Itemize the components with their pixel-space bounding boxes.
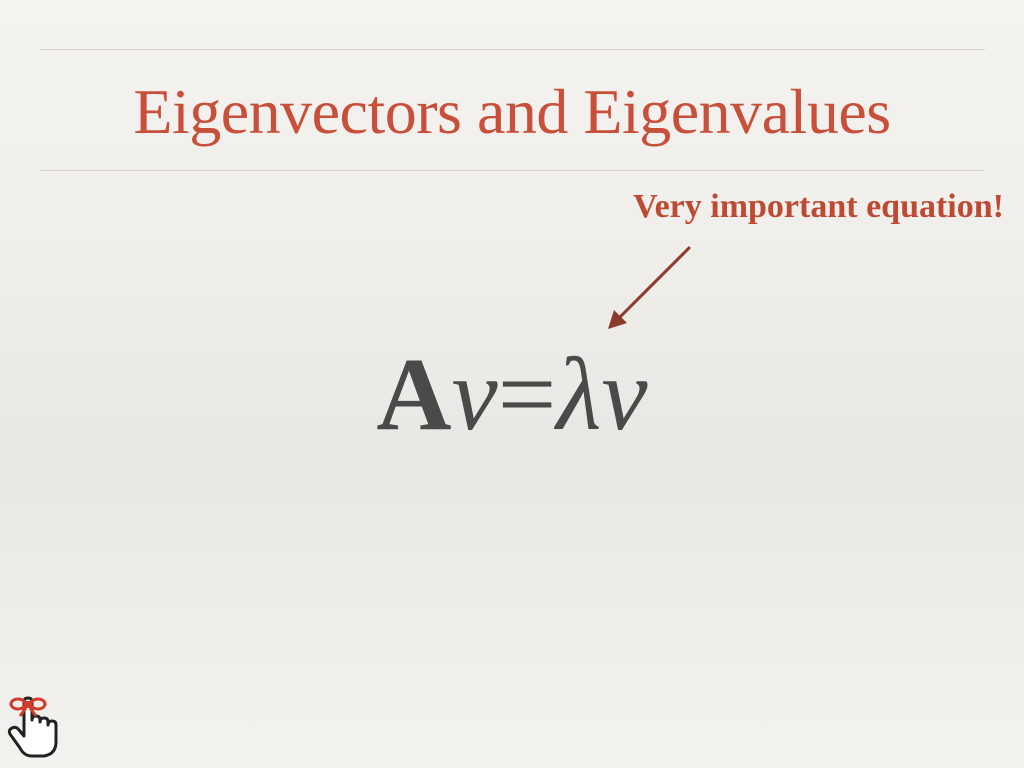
arrow-down-left-icon <box>600 238 700 338</box>
equals-sign: = <box>497 337 557 452</box>
slide-title: Eigenvectors and Eigenvalues <box>133 76 891 147</box>
pointing-hand-with-bow-icon[interactable] <box>2 690 62 760</box>
vector-symbol-left: v <box>451 337 498 452</box>
top-divider <box>40 49 985 50</box>
title-divider <box>40 170 985 171</box>
matrix-symbol: A <box>376 337 452 452</box>
vector-symbol-right: v <box>601 337 648 452</box>
eigen-equation <box>0 330 1024 460</box>
eigenvalue-symbol: λ <box>556 337 602 452</box>
callout-note: Very important equation! <box>633 188 1004 225</box>
